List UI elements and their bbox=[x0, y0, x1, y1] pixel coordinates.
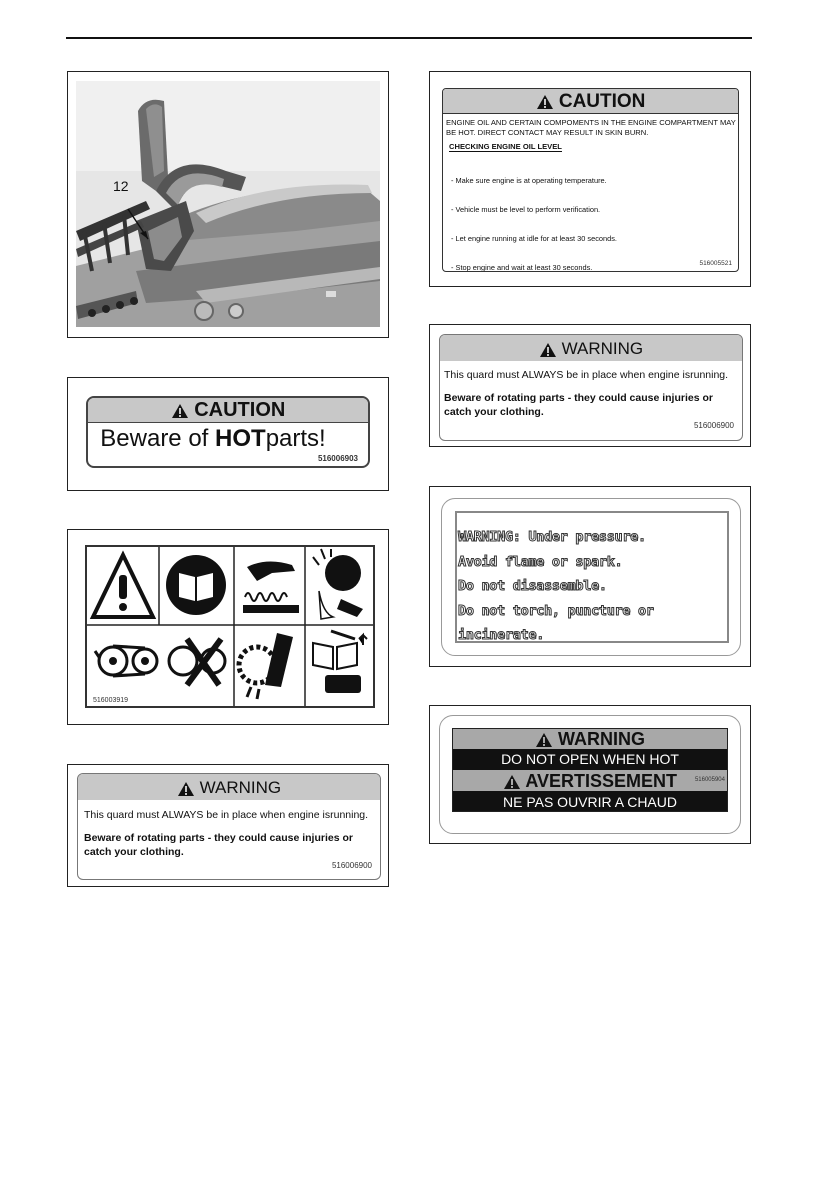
caution-hot-text-prefix: Beware of bbox=[100, 425, 216, 452]
caution-hot-frame bbox=[67, 377, 389, 491]
caution-oil-label bbox=[442, 88, 739, 272]
pressure-warning-label bbox=[455, 511, 729, 643]
caution-oil-part-no: 516005521 bbox=[699, 260, 732, 267]
caution-oil-heading: CAUTION bbox=[558, 91, 646, 112]
warning-guard-left-label bbox=[77, 773, 381, 880]
pictogram-label bbox=[85, 545, 375, 708]
caution-hot-label bbox=[86, 396, 370, 468]
caution-oil-subheading: CHECKING ENGINE OIL LEVEL bbox=[449, 142, 562, 151]
hot-bilingual-label bbox=[452, 728, 728, 812]
caution-oil-item: - Make sure engine is at operating temperature. bbox=[451, 176, 607, 186]
caution-hot-text-suffix: parts! bbox=[265, 425, 326, 452]
maintenance-manual-icon bbox=[313, 631, 367, 693]
warning-triangle-icon bbox=[503, 774, 521, 790]
warning-guard-left-line1: This quard must ALWAYS be in place when engine isrunning. bbox=[84, 809, 369, 821]
caution-oil-items bbox=[451, 157, 735, 272]
caution-hot-part-no: 516006903 bbox=[317, 454, 358, 463]
pictogram-grid bbox=[87, 547, 373, 706]
pictogram-frame bbox=[67, 529, 389, 725]
caution-oil-item: - Vehicle must be level to perform verification. bbox=[451, 204, 601, 214]
warning-triangle-icon bbox=[535, 732, 553, 748]
warning-guard-left-heading-bar bbox=[78, 774, 380, 800]
caution-hot-text-bold: HOT bbox=[215, 425, 266, 452]
hot-surface-icon bbox=[243, 561, 299, 613]
hot-bilingual-heading-fr: AVERTISSEMENT bbox=[525, 771, 678, 791]
hot-bilingual-frame bbox=[429, 705, 751, 844]
manual-book-icon bbox=[166, 555, 226, 615]
warning-guard-left-part-no: 516006900 bbox=[331, 861, 372, 870]
alert-triangle-icon bbox=[93, 555, 153, 617]
snowmobile-photo-frame bbox=[67, 71, 389, 338]
warning-triangle-icon bbox=[171, 403, 189, 419]
pictogram-part-no: 516003919 bbox=[93, 697, 129, 704]
warning-guard-right-part-no: 516006900 bbox=[693, 421, 734, 430]
warning-triangle-icon bbox=[177, 781, 195, 797]
pressure-warning-line: Do not torch, puncture or bbox=[458, 602, 654, 619]
hot-bilingual-heading-en: WARNING bbox=[558, 729, 645, 749]
warning-guard-right-heading-bar bbox=[440, 335, 742, 361]
caution-hot-heading: CAUTION bbox=[194, 399, 286, 421]
caution-hot-text bbox=[86, 423, 368, 455]
pressure-warning-frame bbox=[429, 486, 751, 667]
caution-hot-heading-bar bbox=[88, 398, 368, 423]
warning-guard-right-line1: This quard must ALWAYS be in place when engine isrunning. bbox=[444, 369, 729, 381]
warning-guard-left-heading: WARNING bbox=[199, 778, 282, 797]
no-belt-icon bbox=[169, 639, 225, 685]
warning-guard-right-line2: Beware of rotating parts - they could cause injuries or catch your clothing. bbox=[444, 392, 713, 418]
caution-oil-frame bbox=[429, 71, 751, 287]
caution-oil-item: - Let engine running at idle for at least 30 seconds. bbox=[451, 233, 617, 243]
head-injury-icon bbox=[313, 549, 363, 619]
hot-bilingual-line-fr: NE PAS OUVRIR A CHAUD bbox=[453, 791, 727, 812]
hot-bilingual-heading-en-bar bbox=[453, 729, 727, 749]
pressure-warning-outer bbox=[441, 498, 741, 656]
hot-bilingual-outer bbox=[439, 715, 741, 834]
hot-bilingual-line-en: DO NOT OPEN WHEN HOT bbox=[453, 749, 727, 770]
warning-guard-right-frame bbox=[429, 324, 751, 447]
pressure-warning-line: Do not disassemble. bbox=[458, 578, 607, 594]
warning-guard-left-frame bbox=[67, 764, 389, 887]
pressure-warning-text bbox=[458, 525, 748, 648]
caution-oil-intro: ENGINE OIL AND CERTAIN COMPOMENTS IN THE ENGINE COMPARTMENT MAY BE HOT. DIRECT CONTACT MAY RESULT IN SKIN BURN. bbox=[446, 118, 736, 137]
pressure-warning-line: WARNING: Under pressure. bbox=[458, 529, 646, 545]
snowmobile-photo bbox=[76, 81, 380, 327]
callout-number: 12 bbox=[113, 178, 129, 194]
warning-triangle-icon bbox=[536, 94, 554, 110]
hot-bilingual-part-no: 516005904 bbox=[694, 777, 725, 783]
pressure-warning-line: incinerate. bbox=[458, 627, 545, 643]
track-entanglement-icon bbox=[239, 633, 293, 699]
warning-guard-left-line2: Beware of rotating parts - they could cause injuries or catch your clothing. bbox=[84, 832, 353, 858]
header-rule bbox=[66, 37, 752, 39]
hot-bilingual-heading-fr-bar bbox=[453, 770, 727, 791]
warning-triangle-icon bbox=[539, 342, 557, 358]
caution-oil-heading-bar bbox=[443, 89, 738, 114]
drive-belt-icon bbox=[95, 646, 157, 676]
pressure-warning-line: Avoid flame or spark. bbox=[458, 553, 623, 570]
warning-guard-right-label bbox=[439, 334, 743, 441]
warning-guard-right-heading: WARNING bbox=[561, 339, 644, 358]
caution-oil-item: - Stop engine and wait at least 30 seconds. bbox=[451, 262, 593, 272]
